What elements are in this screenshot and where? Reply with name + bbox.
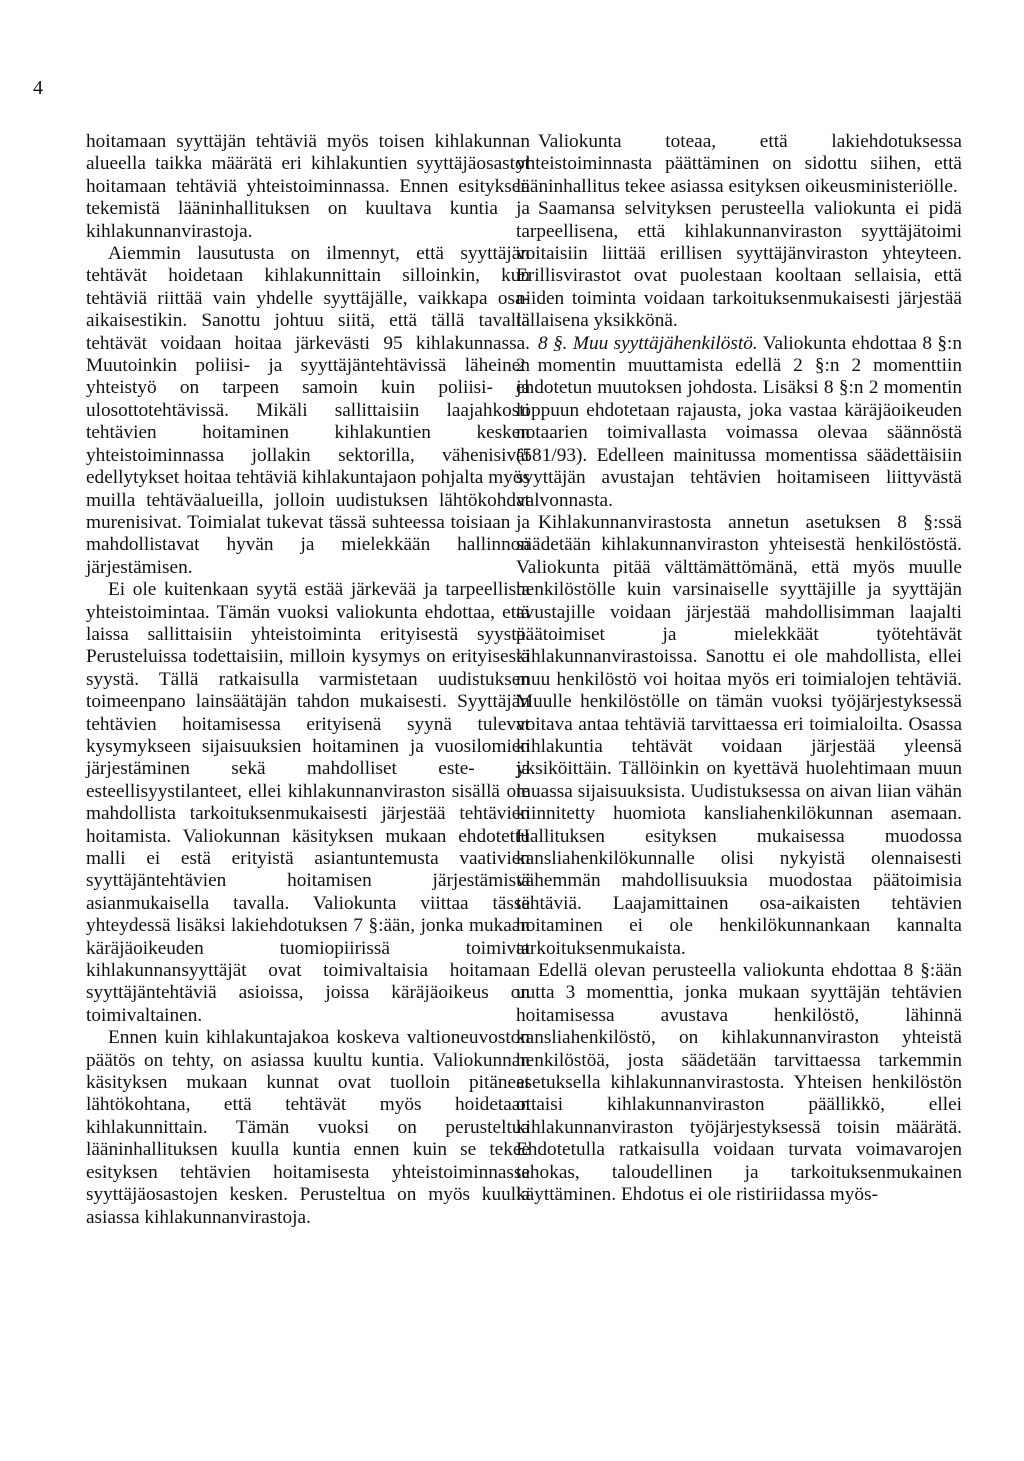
paragraph: Ei ole kuitenkaan syytä estää järkevää ja tarpeellista yhteistoimintaa. Tämän vuoksi valiokunta ehdottaa, että laissa sallittaisiin yhteistoiminta erityisestä syystä. Perusteluissa todettaisiin, milloin kysymys on erityisestä syystä. Tällä ratkaisulla varmistetaan uudistuksen toimeenpano lainsäätäjän tahdon mukaisesti. Syyttäjän tehtävien hoitamisessa erityisenä syynä tulevat kysymykseen sijaisuuksien hoitaminen ja vuosilomien järjestäminen sekä mahdolliset este- ja esteellisyystilanteet, ellei kihlakunnanviraston sisällä ole mahdollista tarkoituksenmukaisesti järjestää tehtävien hoitamista. Valiokunnan käsityksen mukaan ehdotettu malli ei estä erityistä asiantuntemusta vaativien syyttäjäntehtävien hoitamisen järjestämistä asianmukaisella tavalla. Valiokunta viittaa tässä yhteydessä lisäksi lakiehdotuksen 7 §:ään, jonka mukaan käräjäoikeuden tuomiopiirissä toimivat kihlakunnansyyttäjät ovat toimivaltaisia hoitamaan syyttäjäntehtäviä asioissa, joissa käräjäoikeus on toimivaltainen. — [86, 579, 530, 1026]
paragraph: Kihlakunnanvirastosta annetun asetuksen 8 §:ssä säädetään kihlakunnanviraston yhteisestä henkilöstöstä. Valiokunta pitää välttämättömänä, että myös muulle henkilöstölle kuin varsinaiselle syyttäjille ja syyttäjän avustajille voidaan järjestää mahdollisimman laajalti päätoimiset ja mielekkäät työtehtävät kihlakunnanvirastoissa. Sanottu ei ole mahdollista, ellei muu henkilöstö voi hoitaa myös eri toimialojen tehtäviä. Muulle henkilöstölle on tämän vuoksi työjärjestyksessä voitava antaa tehtäviä tarvittaessa eri toimialoilta. Osassa kihlakuntia tehtävät voidaan järjestää yleensä yksiköittäin. Tällöinkin on kyettävä huolehtimaan muun muassa sijaisuuksista. Uudistuksessa on aivan liian vähän kiinnitetty huomiota kansliahenkilökunnan asemaan. Hallituksen esityksen mukaisessa muodossa kansliahenkilökunnalle olisi nykyistä olennaisesti vähemmän mahdollisuuksia muodostaa päätoimisia tehtäviä. Laajamittainen osa-aikaisten tehtävien hoitaminen ei ole henkilökunnankaan kannalta tarkoituksenmukaista. — [516, 511, 962, 959]
right-column — [516, 131, 962, 1207]
section-text: Valiokunta ehdottaa 8 §:n 2 momentin muuttamista edellä 2 §:n 2 momenttiin ehdotetun muutoksen johdosta. Lisäksi 8 §:n 2 momentin loppuun ehdotetaan rajausta, joka vastaa käräjäoikeuden notaarien toimivallasta voimassa olevaa säännöstä (581/93). Edelleen mainitussa momentissa säädettäisiin syyttäjän avustajan tehtävien hoitamiseen liittyvästä valvonnasta. — [516, 332, 963, 511]
page-number: 4 — [33, 77, 43, 99]
left-column — [86, 131, 530, 1229]
paragraph: Ennen kuin kihlakuntajakoa koskeva valtioneuvoston päätös on tehty, on asiassa kuultu kuntia. Valiokunnan käsityksen mukaan kunnat ovat tuolloin pitäneet lähtökohtana, että tehtävät myös hoidetaan kihlakunnittain. Tämän vuoksi on perusteltua lääninhallituksen kuulla kuntia ennen kuin se tekee esityksen tehtävien hoitamisesta yhteistoiminnassa syyttäjäosastojen kesken. Perusteltua on myös kuulla asiassa kihlakunnanvirastoja. — [86, 1027, 530, 1228]
paragraph: Valiokunta toteaa, että lakiehdotuksessa yhteistoiminnasta päättäminen on sidottu siihen, että lääninhallitus tekee asiassa esityksen oikeusministeriölle. — [516, 131, 962, 197]
paragraph: hoitamaan syyttäjän tehtäviä myös toisen kihlakunnan alueella taikka määrätä eri kihlakuntien syyttäjäosastot hoitamaan tehtäviä yhteistoiminnassa. Ennen esityksen tekemistä lääninhallituksen on kuultava kuntia ja kihlakunnanvirastoja. — [86, 131, 530, 242]
section-heading: 8 §. Muu syyttäjähenkilöstö. — [538, 332, 758, 354]
paragraph: Aiemmin lausutusta on ilmennyt, että syyttäjän tehtävät hoidetaan kihlakunnittain silloinkin, kun tehtäviä riittää vain yhdelle syyttäjälle, vaikkapa osa-aikaisestikin. Sanottu johtuu siitä, että tällä tavalla tehtävät voidaan hoitaa järkevästi 95 kihlakunnassa. Muutoinkin poliisi- ja syyttäjäntehtävissä läheinen yhteistyö on tarpeen samoin kuin poliisi- ja ulosottotehtävissä. Mikäli sallittaisiin laajahkosti tehtävien hoitaminen kihlakuntien kesken yhteistoiminnassa jollakin sektorilla, vähenisivät edellytykset hoitaa tehtäviä kihlakuntajaon pohjalta myös muilla tehtäväalueilla, jolloin uudistuksen lähtökohdat murenisivat. Toimialat tukevat tässä suhteessa toisiaan ja mahdollistavat hyvän ja mielekkään hallinnon järjestämisen. — [86, 243, 530, 578]
section-paragraph — [516, 333, 962, 512]
paragraph: Edellä olevan perusteella valiokunta ehdottaa 8 §:ään uutta 3 momenttia, jonka mukaan syyttäjän tehtävien hoitamisessa avustava henkilöstö, lähinnä kansliahenkilöstö, on kihlakunnanviraston yhteistä henkilöstöä, josta säädetään tarvittaessa tarkemmin asetuksella kihlakunnanvirastosta. Yhteisen henkilöstön ottaisi kihlakunnanviraston päällikkö, ellei kihlakunnanviraston työjärjestyksessä toisin määrätä. Ehdotetulla ratkaisulla voidaan turvata voimavarojen tehokas, taloudellinen ja tarkoituksenmukainen käyttäminen. Ehdotus ei ole ristiriidassa myös- — [516, 960, 962, 1206]
paragraph: Saamansa selvityksen perusteella valiokunta ei pidä tarpeellisena, että kihlakunnanviraston syyttäjätoimi voitaisiin liittää erillisen syyttäjänviraston yhteyteen. Erillisvirastot ovat puolestaan kooltaan sellaisia, että niiden toiminta voidaan tarkoituksenmukaisesti järjestää tällaisena yksikkönä. — [516, 198, 962, 332]
